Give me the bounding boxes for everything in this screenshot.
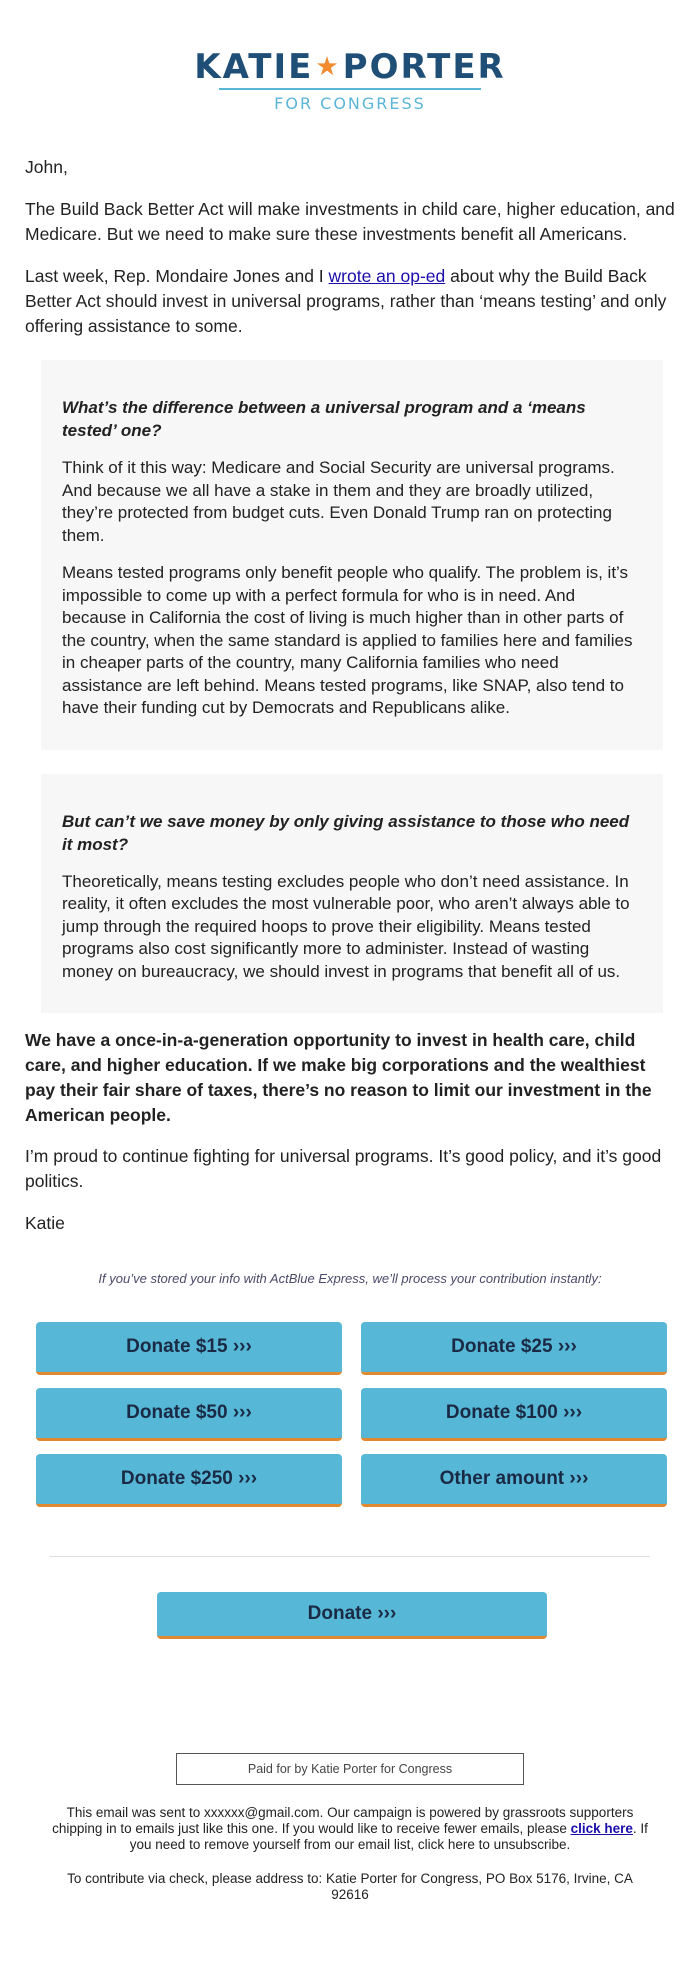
logo-divider xyxy=(219,88,481,90)
donate-25-button[interactable]: Donate $25 ››› xyxy=(361,1322,667,1375)
faq-answer: Means tested programs only benefit people who qualify. The problem is, it’s impossible to come up with a perfect formula for who is in need. And because in California the cost of living is much higher than in other parts of the country, when the same standard is applied to families here and families in cheaper parts of the country, many California families who need assistance are left behind. Means tested programs, like SNAP, also tend to have their funding cut by Democrats and Republicans alike. xyxy=(62,563,633,717)
fewer-emails-link[interactable]: click here xyxy=(570,1821,633,1836)
logo-first-name: KATIE xyxy=(194,47,314,87)
campaign-logo xyxy=(0,48,700,114)
footer-text-after: . If you need to remove yourself from our email list, click here to unsubscribe. xyxy=(129,1821,648,1852)
faq-answer: Theoretically, means testing excludes people who don’t need assistance. In reality, it often excludes the most vulnerable poor, who aren’t always able to jump through the required hoops to prove their eligibility. Means tested programs also cost significantly more to administer. Instead of wasting money on bureaucracy, we should invest in programs that benefit all of us. xyxy=(62,871,630,981)
footer-email-notice xyxy=(50,1805,650,1853)
donate-button[interactable]: Donate ››› xyxy=(157,1592,547,1639)
footer-mailing-address: To contribute via check, please address to: Katie Porter for Congress, PO Box 5176, Irvine, CA 92616 xyxy=(67,1871,633,1902)
logo-last-name: PORTER xyxy=(342,47,506,87)
paid-for-disclaimer: Paid for by Katie Porter for Congress xyxy=(176,1753,524,1785)
donate-250-button[interactable]: Donate $250 ››› xyxy=(36,1454,342,1507)
greeting: John, xyxy=(25,157,68,177)
intro-paragraph: The Build Back Better Act will make investments in child care, higher education, and Medicare. But we need to make sure these investments benefit all Americans. xyxy=(25,199,675,244)
faq-box-universal xyxy=(41,360,663,750)
op-ed-link[interactable]: wrote an op-ed xyxy=(328,266,446,286)
logo-wordmark xyxy=(194,48,505,86)
op-ed-text-after: about why the Build Back Better Act should invest in universal programs, rather than ‘means testing’ and only offering assistance to some. xyxy=(25,266,667,336)
op-ed-paragraph xyxy=(25,264,675,339)
donate-other-amount-button[interactable]: Other amount ››› xyxy=(361,1454,667,1507)
section-divider xyxy=(50,1556,650,1557)
signature: Katie xyxy=(25,1213,65,1233)
faq-box-savings xyxy=(41,774,663,1014)
closing-paragraph: I’m proud to continue fighting for universal programs. It’s good policy, and it’s good politics. xyxy=(25,1146,662,1191)
footer-text-before: This email was sent to xxxxxx@gmail.com. Our campaign is powered by grassroots supporters chipping in to emails just like this one. If you would like to receive fewer emails, please xyxy=(52,1805,634,1836)
email-body xyxy=(25,155,675,1253)
donate-15-button[interactable]: Donate $15 ››› xyxy=(36,1322,342,1375)
faq-answer: Think of it this way: Medicare and Social Security are universal programs. And because we all have a stake in them and they are broadly utilized, they’re protected from budget cuts. Even Donald Trump ran on protecting them. xyxy=(62,458,615,545)
logo-star-icon: ★ xyxy=(315,52,341,82)
donate-100-button[interactable]: Donate $100 ››› xyxy=(361,1388,667,1441)
op-ed-text-before: Last week, Rep. Mondaire Jones and I xyxy=(25,266,329,286)
key-message: We have a once-in-a-generation opportunity to invest in health care, child care, and higher education. If we make big corporations and the wealthiest pay their fair share of taxes, there’s no reason to limit our investment in the American people. xyxy=(25,1030,652,1125)
faq-question: But can’t we save money by only giving assistance to those who need it most? xyxy=(62,811,630,854)
actblue-note: If you’ve stored your info with ActBlue Express, we’ll process your contribution instantly: xyxy=(98,1271,602,1286)
faq-question: What’s the difference between a universal program and a ‘means tested’ one? xyxy=(62,398,586,440)
donate-50-button[interactable]: Donate $50 ››› xyxy=(36,1388,342,1441)
logo-subtitle: FOR CONGRESS xyxy=(274,94,426,113)
